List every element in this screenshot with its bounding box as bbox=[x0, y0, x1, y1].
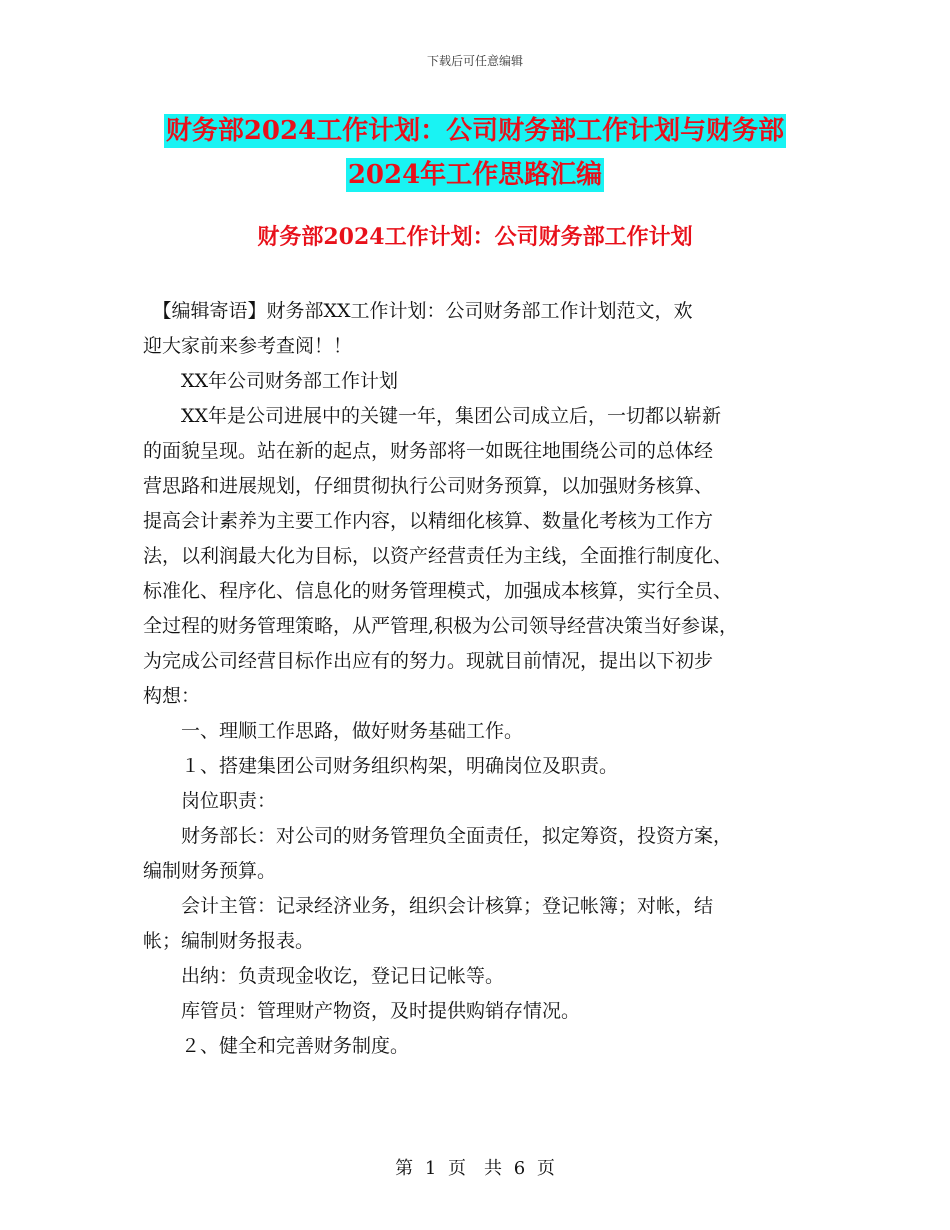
body-line: 营思路和进展规划，仔细贯彻执行公司财务预算，以加强财务核算、 bbox=[143, 475, 714, 497]
body-line: 岗位职责： bbox=[143, 790, 277, 812]
page-number: 1 bbox=[424, 1158, 437, 1179]
body-line: 全过程的财务管理策略，从严管理,积极为公司领导经营决策当好参谋， bbox=[143, 615, 739, 637]
body-line: 为完成公司经营目标作出应有的努力。现就目前情况，提出以下初步 bbox=[143, 650, 714, 672]
body-text bbox=[143, 294, 813, 1064]
body-line: 库管员：管理财产物资，及时提供购销存情况。 bbox=[143, 1000, 581, 1022]
body-line: 提高会计素养为主要工作内容，以精细化核算、数量化考核为工作方 bbox=[143, 510, 714, 532]
main-title-line1 bbox=[0, 110, 950, 147]
header-note: 下载后可任意编辑 bbox=[426, 54, 523, 68]
body-line: 编制财务预算。 bbox=[143, 860, 277, 882]
body-line: 出纳：负责现金收讫，登记日记帐等。 bbox=[143, 965, 505, 987]
body-line: 帐；编制财务报表。 bbox=[143, 930, 315, 952]
main-title-line2 bbox=[0, 154, 950, 191]
footer-middle: 页 共 bbox=[448, 1158, 502, 1179]
body-line: 标准化、程序化、信息化的财务管理模式，加强成本核算，实行全员、 bbox=[143, 580, 733, 602]
main-title-line1-text: 财务部2024工作计划：公司财务部工作计划与财务部 bbox=[165, 116, 785, 146]
footer-suffix: 页 bbox=[536, 1158, 555, 1179]
footer-prefix: 第 bbox=[395, 1158, 414, 1179]
body-line: ２、健全和完善财务制度。 bbox=[143, 1035, 410, 1057]
body-line: 会计主管：记录经济业务，组织会计核算；登记帐簿；对帐，结 bbox=[143, 895, 714, 917]
body-line: １、搭建集团公司财务组织构架，明确岗位及职责。 bbox=[143, 755, 619, 777]
body-line: 迎大家前来参考查阅！！ bbox=[143, 335, 353, 357]
body-line: 财务部长：对公司的财务管理负全面责任，拟定筹资，投资方案， bbox=[143, 825, 733, 847]
page-footer bbox=[0, 1154, 950, 1180]
body-line: 【编辑寄语】财务部XX工作计划：公司财务部工作计划范文，欢 bbox=[143, 300, 693, 322]
body-line: 法，以利润最大化为目标，以资产经营责任为主线，全面推行制度化、 bbox=[143, 545, 733, 567]
total-pages: 6 bbox=[513, 1158, 526, 1179]
body-line: 一、理顺工作思路，做好财务基础工作。 bbox=[143, 720, 524, 742]
body-line: XX年是公司进展中的关键一年，集团公司成立后，一切都以崭新 bbox=[143, 405, 722, 427]
main-title-line2-text: 2024年工作思路汇编 bbox=[347, 160, 603, 190]
section-title: 财务部2024工作计划：公司财务部工作计划 bbox=[257, 224, 693, 250]
body-line: XX年公司财务部工作计划 bbox=[143, 370, 399, 392]
body-line: 构想： bbox=[143, 685, 201, 707]
body-line: 的面貌呈现。站在新的起点，财务部将一如既往地围绕公司的总体经 bbox=[143, 440, 714, 462]
